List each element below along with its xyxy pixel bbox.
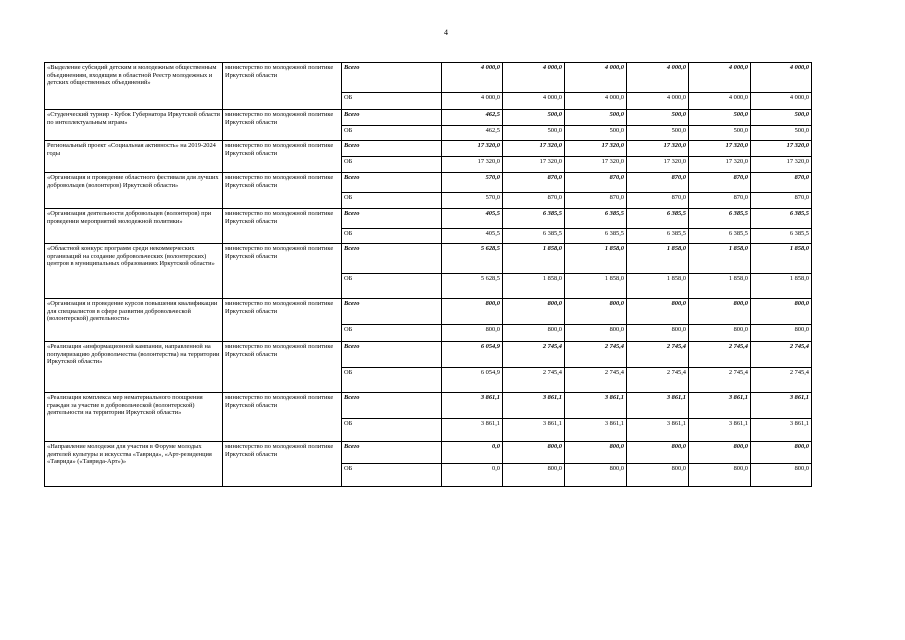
source-value-cell: 17 320,0 (627, 157, 689, 173)
total-label: Всего (342, 299, 442, 325)
total-label: Всего (342, 393, 442, 419)
budget-table (44, 62, 812, 487)
total-value-cell: 1 858,0 (565, 244, 627, 274)
executor-name: министерство по молодежной политике Иркутской области (223, 299, 342, 342)
source-value-cell: 6 385,5 (751, 229, 812, 244)
total-value-cell: 4 000,0 (503, 63, 565, 93)
table-row (45, 442, 812, 464)
executor-name: министерство по молодежной политике Иркутской области (223, 244, 342, 299)
page-number: 4 (444, 28, 448, 37)
source-value-cell: 2 745,4 (503, 368, 565, 393)
source-value-cell: 1 858,0 (751, 274, 812, 299)
source-value-cell: 1 858,0 (627, 274, 689, 299)
activity-name: «Организация деятельности добровольцев (волонтеров) при проведении мероприятий молодежной политики» (45, 209, 223, 244)
activity-name: «Выделение субсидий детским и молодежным общественным объединениям, входящим в областной Реестр молодежных и детских общественных объединений» (45, 63, 223, 110)
total-value-cell: 800,0 (442, 299, 503, 325)
total-value-cell: 3 861,1 (565, 393, 627, 419)
activity-name: Региональный проект «Социальная активность» на 2019-2024 годы (45, 141, 223, 173)
source-label: ОБ (342, 157, 442, 173)
total-value-cell: 4 000,0 (565, 63, 627, 93)
total-value-cell: 800,0 (751, 442, 812, 464)
source-label: ОБ (342, 274, 442, 299)
total-value-cell: 800,0 (627, 442, 689, 464)
source-value-cell: 405,5 (442, 229, 503, 244)
source-value-cell: 800,0 (627, 464, 689, 487)
total-value-cell: 6 385,5 (503, 209, 565, 229)
total-value-cell: 870,0 (503, 173, 565, 193)
total-value-cell: 870,0 (751, 173, 812, 193)
total-value-cell: 6 385,5 (565, 209, 627, 229)
total-label: Всего (342, 209, 442, 229)
executor-name: министерство по молодежной политике Иркутской области (223, 442, 342, 487)
source-value-cell: 17 320,0 (689, 157, 751, 173)
total-value-cell: 4 000,0 (751, 63, 812, 93)
total-value-cell: 2 745,4 (751, 342, 812, 368)
source-value-cell: 3 861,1 (627, 419, 689, 442)
source-value-cell: 800,0 (689, 325, 751, 342)
source-value-cell: 800,0 (503, 325, 565, 342)
source-value-cell: 870,0 (751, 193, 812, 209)
source-value-cell: 2 745,4 (689, 368, 751, 393)
source-value-cell: 6 385,5 (689, 229, 751, 244)
total-value-cell: 4 000,0 (627, 63, 689, 93)
table-row (45, 209, 812, 229)
total-label: Всего (342, 141, 442, 157)
source-value-cell: 800,0 (565, 464, 627, 487)
total-value-cell: 800,0 (503, 442, 565, 464)
source-value-cell: 800,0 (565, 325, 627, 342)
source-value-cell: 4 000,0 (689, 93, 751, 110)
source-value-cell: 4 000,0 (627, 93, 689, 110)
total-value-cell: 570,0 (442, 173, 503, 193)
executor-name: министерство по молодежной политике Иркутской области (223, 173, 342, 209)
source-value-cell: 500,0 (627, 126, 689, 141)
source-value-cell: 800,0 (751, 325, 812, 342)
total-label: Всего (342, 442, 442, 464)
source-value-cell: 3 861,1 (442, 419, 503, 442)
total-value-cell: 6 385,5 (627, 209, 689, 229)
total-label: Всего (342, 244, 442, 274)
total-value-cell: 3 861,1 (503, 393, 565, 419)
total-value-cell: 17 320,0 (565, 141, 627, 157)
source-label: ОБ (342, 464, 442, 487)
total-value-cell: 870,0 (565, 173, 627, 193)
source-label: ОБ (342, 229, 442, 244)
source-value-cell: 800,0 (442, 325, 503, 342)
total-value-cell: 500,0 (503, 110, 565, 126)
total-value-cell: 2 745,4 (627, 342, 689, 368)
source-label: ОБ (342, 193, 442, 209)
total-value-cell: 17 320,0 (442, 141, 503, 157)
source-value-cell: 6 054,9 (442, 368, 503, 393)
source-value-cell: 500,0 (689, 126, 751, 141)
total-value-cell: 6 054,9 (442, 342, 503, 368)
source-value-cell: 500,0 (751, 126, 812, 141)
activity-name: «Организация и проведение областного фестиваля для лучших добровольцев (волонтеров) Иркутской области» (45, 173, 223, 209)
total-value-cell: 0,0 (442, 442, 503, 464)
total-label: Всего (342, 342, 442, 368)
source-value-cell: 4 000,0 (442, 93, 503, 110)
table-body (45, 63, 812, 487)
source-value-cell: 2 745,4 (751, 368, 812, 393)
source-value-cell: 1 858,0 (689, 274, 751, 299)
source-value-cell: 2 745,4 (565, 368, 627, 393)
source-label: ОБ (342, 325, 442, 342)
source-value-cell: 500,0 (565, 126, 627, 141)
source-value-cell: 800,0 (627, 325, 689, 342)
total-value-cell: 3 861,1 (751, 393, 812, 419)
total-value-cell: 4 000,0 (689, 63, 751, 93)
total-value-cell: 2 745,4 (503, 342, 565, 368)
source-label: ОБ (342, 368, 442, 393)
total-value-cell: 405,5 (442, 209, 503, 229)
total-value-cell: 2 745,4 (565, 342, 627, 368)
activity-name: «Областной конкурс программ среди некоммерческих организаций на создание добровольческих (волонтерских) центров в муниципальных образованиях Иркутской области» (45, 244, 223, 299)
source-value-cell: 17 320,0 (442, 157, 503, 173)
activity-name: «Реализация комплекса мер нематериального поощрения граждан за участие в добровольческой (волонтерской) деятельности на территории Иркутской области» (45, 393, 223, 442)
source-value-cell: 3 861,1 (565, 419, 627, 442)
total-value-cell: 800,0 (565, 299, 627, 325)
executor-name: министерство по молодежной политике Иркутской области (223, 63, 342, 110)
total-value-cell: 3 861,1 (627, 393, 689, 419)
total-value-cell: 17 320,0 (689, 141, 751, 157)
source-value-cell: 4 000,0 (503, 93, 565, 110)
source-value-cell: 800,0 (503, 464, 565, 487)
total-value-cell: 5 628,5 (442, 244, 503, 274)
source-value-cell: 17 320,0 (565, 157, 627, 173)
total-value-cell: 500,0 (689, 110, 751, 126)
total-value-cell: 1 858,0 (751, 244, 812, 274)
table-row (45, 244, 812, 274)
source-value-cell: 0,0 (442, 464, 503, 487)
table-row (45, 141, 812, 157)
total-value-cell: 17 320,0 (627, 141, 689, 157)
activity-name: «Студенческий турнир - Кубок Губернатора Иркутской области по интеллектуальным играм» (45, 110, 223, 141)
activity-name: «Направление молодежи для участия в Форуме молодых деятелей культуры и искусства «Таврида», «Арт-резиденция «Таврида» («Таврида-Арт»)» (45, 442, 223, 487)
source-value-cell: 6 385,5 (627, 229, 689, 244)
total-value-cell: 800,0 (689, 442, 751, 464)
total-value-cell: 6 385,5 (751, 209, 812, 229)
source-value-cell: 500,0 (503, 126, 565, 141)
source-label: ОБ (342, 126, 442, 141)
total-value-cell: 3 861,1 (442, 393, 503, 419)
source-value-cell: 17 320,0 (503, 157, 565, 173)
table-row (45, 342, 812, 368)
total-value-cell: 1 858,0 (627, 244, 689, 274)
total-value-cell: 1 858,0 (503, 244, 565, 274)
total-value-cell: 4 000,0 (442, 63, 503, 93)
table-row (45, 393, 812, 419)
total-value-cell: 1 858,0 (689, 244, 751, 274)
activity-name: «Реализация «информационной кампании, направленной на популяризацию добровольчества (волонтерства) на территории Иркутской области» (45, 342, 223, 393)
total-value-cell: 870,0 (627, 173, 689, 193)
source-value-cell: 3 861,1 (689, 419, 751, 442)
source-value-cell: 800,0 (751, 464, 812, 487)
source-value-cell: 800,0 (689, 464, 751, 487)
source-value-cell: 3 861,1 (751, 419, 812, 442)
total-value-cell: 800,0 (565, 442, 627, 464)
total-value-cell: 500,0 (751, 110, 812, 126)
total-value-cell: 800,0 (627, 299, 689, 325)
total-label: Всего (342, 110, 442, 126)
source-value-cell: 2 745,4 (627, 368, 689, 393)
source-value-cell: 1 858,0 (503, 274, 565, 299)
source-value-cell: 5 628,5 (442, 274, 503, 299)
source-value-cell: 17 320,0 (751, 157, 812, 173)
table-row (45, 63, 812, 93)
source-value-cell: 870,0 (627, 193, 689, 209)
executor-name: министерство по молодежной политике Иркутской области (223, 209, 342, 244)
source-value-cell: 870,0 (503, 193, 565, 209)
source-value-cell: 870,0 (565, 193, 627, 209)
total-value-cell: 17 320,0 (751, 141, 812, 157)
total-value-cell: 500,0 (565, 110, 627, 126)
source-value-cell: 1 858,0 (565, 274, 627, 299)
executor-name: министерство по молодежной политике Иркутской области (223, 393, 342, 442)
total-value-cell: 800,0 (689, 299, 751, 325)
source-value-cell: 6 385,5 (503, 229, 565, 244)
source-value-cell: 4 000,0 (751, 93, 812, 110)
source-label: ОБ (342, 93, 442, 110)
table-row (45, 110, 812, 126)
source-value-cell: 462,5 (442, 126, 503, 141)
executor-name: министерство по молодежной политике Иркутской области (223, 110, 342, 141)
total-label: Всего (342, 173, 442, 193)
total-value-cell: 462,5 (442, 110, 503, 126)
source-value-cell: 870,0 (689, 193, 751, 209)
total-value-cell: 6 385,5 (689, 209, 751, 229)
activity-name: «Организация и проведение курсов повышения квалификации для специалистов в сфере развития добровольческой (волонтерской) деятельности» (45, 299, 223, 342)
source-value-cell: 570,0 (442, 193, 503, 209)
source-label: ОБ (342, 419, 442, 442)
total-value-cell: 500,0 (627, 110, 689, 126)
total-value-cell: 800,0 (503, 299, 565, 325)
table-row (45, 173, 812, 193)
source-value-cell: 6 385,5 (565, 229, 627, 244)
source-value-cell: 3 861,1 (503, 419, 565, 442)
total-value-cell: 17 320,0 (503, 141, 565, 157)
total-value-cell: 3 861,1 (689, 393, 751, 419)
total-label: Всего (342, 63, 442, 93)
table-row (45, 299, 812, 325)
total-value-cell: 800,0 (751, 299, 812, 325)
total-value-cell: 2 745,4 (689, 342, 751, 368)
source-value-cell: 4 000,0 (565, 93, 627, 110)
executor-name: министерство по молодежной политике Иркутской области (223, 141, 342, 173)
total-value-cell: 870,0 (689, 173, 751, 193)
executor-name: министерство по молодежной политике Иркутской области (223, 342, 342, 393)
